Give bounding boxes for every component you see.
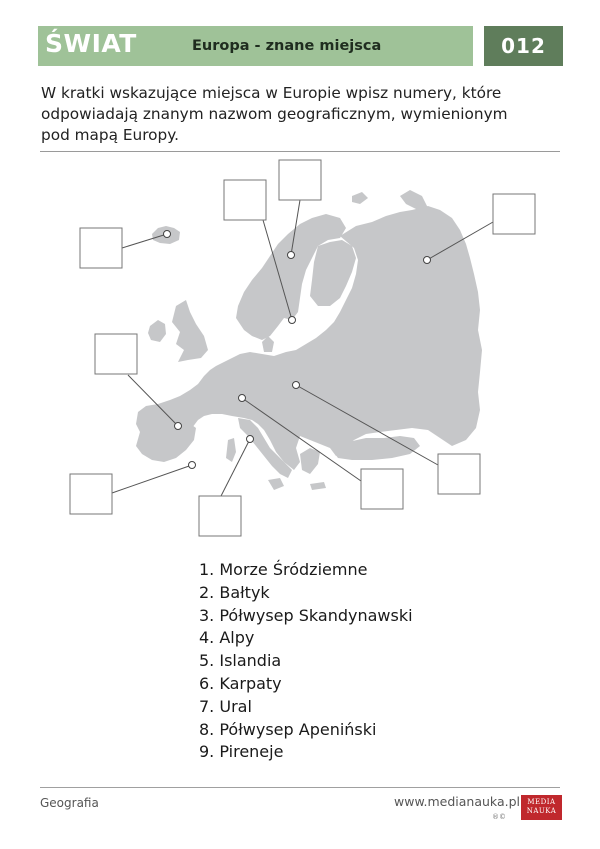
legend-item: 8. Półwysep Apeniński [199, 719, 377, 739]
page-title: ŚWIAT [45, 29, 137, 58]
marker-mediterranean [189, 462, 196, 469]
answer-box[interactable] [95, 334, 137, 374]
footer-subject: Geografia [40, 796, 99, 810]
legend-item: 1. Morze Śródziemne [199, 560, 368, 579]
marker-scandinavia [288, 252, 295, 259]
logo-line1: MEDIA [527, 798, 556, 806]
ireland-shape [148, 320, 166, 342]
answer-box[interactable] [279, 160, 321, 200]
marker-carpathians [293, 382, 300, 389]
legend-item: 2. Bałtyk [199, 582, 270, 602]
marker-iceland [164, 231, 171, 238]
answer-box[interactable] [438, 454, 480, 494]
marker-alps [239, 395, 246, 402]
europe-map [0, 150, 600, 550]
sicily-shape [268, 478, 284, 490]
instruction-text: W kratki wskazujące miejsca w Europie wpisz numery, które odpowiadają znanym nazwom geograficznym, wymienionym pod mapą Europy. [41, 84, 508, 144]
legend-list [199, 559, 413, 764]
answer-box[interactable] [199, 496, 241, 536]
marker-apennines [247, 436, 254, 443]
legend-item: 7. Ural [199, 696, 252, 716]
logo-line2: NAUKA [526, 807, 557, 815]
marker-pyrenees [175, 423, 182, 430]
footer-link[interactable]: www.medianauka.pl [394, 794, 520, 809]
footer-divider [40, 787, 560, 788]
novaya-zemlya-shape [400, 190, 428, 210]
marker-baltic [289, 317, 296, 324]
marker-ural [424, 257, 431, 264]
legend-item: 6. Karpaty [199, 673, 282, 693]
greece-shape [300, 448, 320, 474]
answer-box[interactable] [80, 228, 122, 268]
legend-item: 5. Islandia [199, 651, 282, 671]
legend-item: 4. Alpy [199, 628, 255, 648]
page-subtitle: Europa - znane miejsca [192, 38, 382, 54]
answer-box[interactable] [493, 194, 535, 234]
legend-item: 9. Pireneje [199, 742, 284, 762]
answer-box[interactable] [361, 469, 403, 509]
sardinia-shape [226, 438, 236, 462]
answer-box[interactable] [224, 180, 266, 220]
great-britain-shape [172, 300, 208, 362]
medianauka-logo [521, 795, 562, 820]
worksheet-number: 012 [484, 26, 563, 66]
footer-marks: ®© [492, 813, 506, 821]
answer-box[interactable] [70, 474, 112, 514]
legend-item: 3. Półwysep Skandynawski [199, 605, 413, 625]
